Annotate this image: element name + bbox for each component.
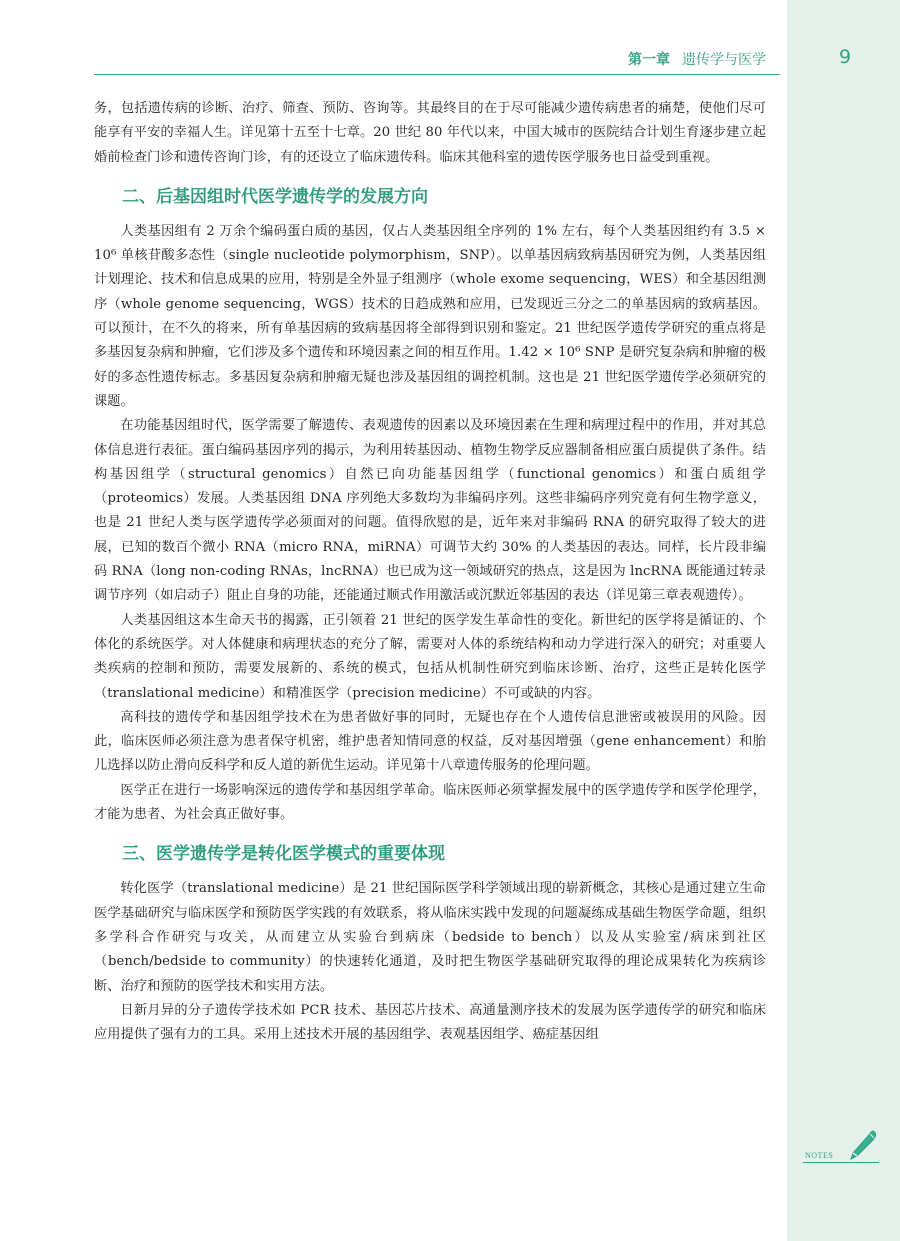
paragraph: 人类基因组这本生命天书的揭露，正引领着 21 世纪的医学发生革命性的变化。新世纪的医学将是循证的、个体化的系统医学。对人体健康和病理状态的充分了解，需要对人体的系统结构和动力学进行深入的研究；对重要人类疾病的控制和预防，需要发展新的、系统的模式，包括从机制性研究到临床诊断、治疗，这些正是转化医学（translational medicine）和精准医学（precision medicine）不可或缺的内容。 xyxy=(94,612,766,701)
section-heading: 三、医学遗传学是转化医学模式的重要体现 xyxy=(122,844,445,865)
paragraph: 医学正在进行一场影响深远的遗传学和基因组学革命。临床医师必须掌握发展中的医学遗传学和医学伦理学，才能为患者、为社会真正做好事。 xyxy=(94,782,766,823)
body-text xyxy=(94,97,766,1047)
paragraph: 转化医学（translational medicine）是 21 世纪国际医学科学领域出现的崭新概念，其核心是通过建立生命医学基础研究与临床医学和预防医学实践的有效联系，将从临床实践中发现的问题凝练成基础生物医学命题，组织多学科合作研究与攻关，从而建立从实验台到病床（bedside to bench）以及从实验室/病床到社区（bench/bedside to community）的快速转化通道，及时把生物医学基础研究取得的理论成果转化为疾病诊断、治疗和预防的医学技术和实用方法。 xyxy=(94,881,766,994)
notes-marker xyxy=(803,1128,879,1168)
paragraph: 在功能基因组时代，医学需要了解遗传、表观遗传的因素以及环境因素在生理和病理过程中的作用，并对其总体信息进行表征。蛋白编码基因序列的揭示，为利用转基因动、植物生物学反应器制备相应蛋白质提供了条件。结构基因组学（structural genomics）自然已向功能基因组学（functional genomics）和蛋白质组学（proteomics）发展。人类基因组 DNA 序列绝大多数均为非编码序列。这些非编码序列究竟有何生物学意义，也是 21 世纪人类与医学遗传学必须面对的问题。值得欣慰的是，近年来对非编码 RNA 的研究取得了较大的进展，已知的数百个微小 RNA（micro RNA，miRNA）可调节大约 30% 的人类基因的表达。同样，长片段非编码 RNA（long non-coding RNAs，lncRNA）也已成为这一领域研究的热点，这是因为 lncRNA 既能通过转录调节序列（如启动子）阻止自身的功能，还能通过顺式作用激活或沉默近邻基因的表达（详见第三章表观遗传）。 xyxy=(94,418,766,604)
chapter-name: 遗传学与医学 xyxy=(682,52,766,68)
paragraph: 人类基因组有 2 万余个编码蛋白质的基因，仅占人类基因组全序列的 1% 左右，每个人类基因组约有 3.5 × 10⁶ 单核苷酸多态性（single nucleotide polymorphism，SNP）。以单基因病致病基因研究为例，人类基因组计划理论、技术和信息成果的应用，特别是全外显子组测序（whole exome sequencing，WES）和全基因组测序（whole genome sequencing，WGS）技术的日趋成熟和应用，已发现近三分之二的单基因病的致病基因。可以预计，在不久的将来，所有单基因病的致病基因将全部得到识别和鉴定。21 世纪医学遗传学研究的重点将是多基因复杂病和肿瘤，它们涉及多个遗传和环境因素之间的相互作用。1.42 × 10⁶ SNP 是研究复杂病和肿瘤的极好的多态性遗传标志。多基因复杂病和肿瘤无疑也涉及基因组的调控机制。这也是 21 世纪医学遗传学必须研究的课题。 xyxy=(94,223,766,409)
page-number: 9 xyxy=(838,46,852,68)
paragraph: 高科技的遗传学和基因组学技术在为患者做好事的同时，无疑也存在个人遗传信息泄密或被误用的风险。因此，临床医师必须注意为患者保守机密，维护患者知情同意的权益，反对基因增强（gene enhancement）和胎儿选择以防止滑向反科学和反人道的新优生运动。详见第十八章遗传服务的伦理问题。 xyxy=(94,709,766,774)
running-header xyxy=(94,48,780,75)
notes-label: NOTES xyxy=(805,1151,834,1160)
notes-sidebar xyxy=(787,0,900,1241)
chapter-number: 第一章 xyxy=(628,52,670,68)
pen-icon xyxy=(843,1128,879,1164)
chapter-title xyxy=(628,49,766,69)
paragraph: 日新月异的分子遗传学技术如 PCR 技术、基因芯片技术、高通量测序技术的发展为医学遗传学的研究和临床应用提供了强有力的工具。采用上述技术开展的基因组学、表观基因组学、癌症基因组 xyxy=(94,1002,766,1043)
paragraph: 务，包括遗传病的诊断、治疗、筛查、预防、咨询等。其最终目的在于尽可能减少遗传病患者的痛楚，使他们尽可能享有平安的幸福人生。详见第十五至十七章。20 世纪 80 年代以来，中国大城市的医院结合计划生育逐步建立起婚前检查门诊和遗传咨询门诊，有的还设立了临床遗传科。临床其他科室的遗传医学服务也日益受到重视。 xyxy=(94,101,766,165)
section-heading: 二、后基因组时代医学遗传学的发展方向 xyxy=(122,186,428,207)
